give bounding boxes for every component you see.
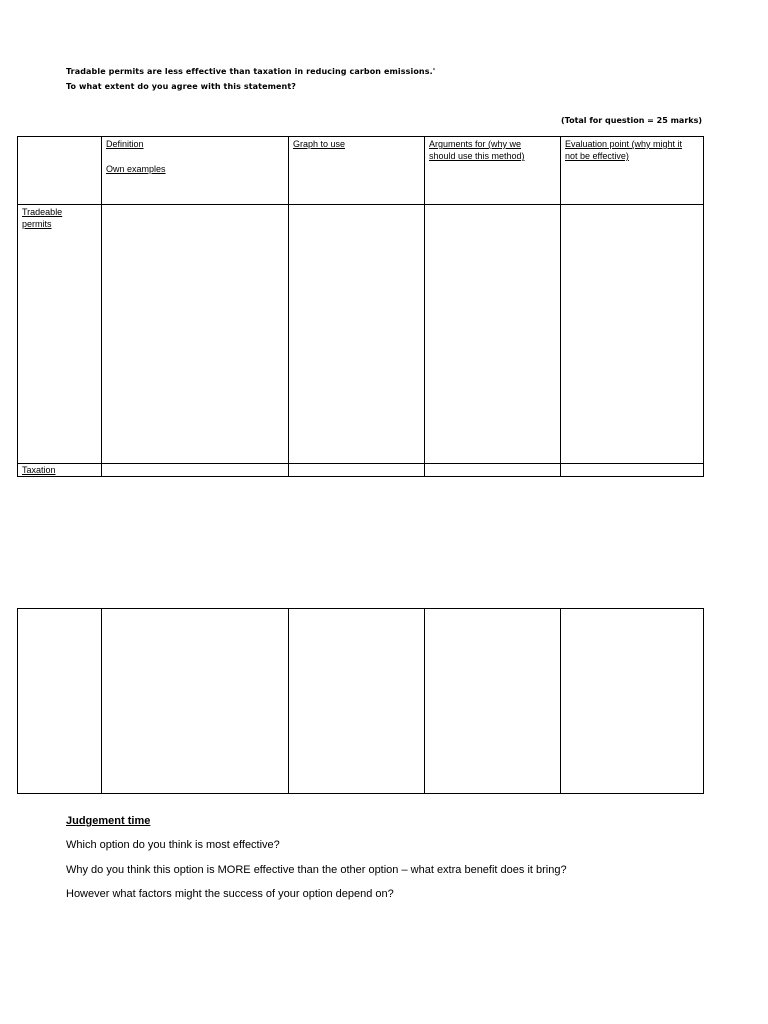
arguments-header-line2: should use this method)	[429, 151, 525, 161]
own-examples-header: Own examples	[106, 164, 166, 174]
header-arguments-cell	[425, 137, 561, 205]
tradeable-permits-row	[18, 205, 704, 464]
header-evaluation-cell	[561, 137, 704, 205]
tradeable-label-cell	[18, 205, 102, 464]
taxation-label-cell	[18, 464, 102, 477]
taxation-arguments-cell[interactable]	[425, 464, 561, 477]
continuation-label-cell	[18, 609, 102, 794]
prompt-statement: Tradable permits are less effective than taxation in reducing carbon emissions.'	[66, 67, 436, 76]
judgement-question-2: Why do you think this option is MORE effective than the other option – what extra benefit does it bring?	[66, 864, 567, 876]
judgement-title: Judgement time	[66, 815, 151, 827]
taxation-evaluation-cell[interactable]	[561, 464, 704, 477]
definition-header: Definition	[106, 139, 144, 149]
comparison-table	[17, 136, 704, 477]
continuation-table	[17, 608, 704, 794]
evaluation-header-line2: not be effective)	[565, 151, 629, 161]
evaluation-header-line1: Evaluation point (why might it	[565, 139, 683, 149]
header-graph-cell	[289, 137, 425, 205]
tradeable-arguments-cell[interactable]	[425, 205, 561, 464]
header-empty-cell	[18, 137, 102, 205]
continuation-evaluation-cell[interactable]	[561, 609, 704, 794]
continuation-arguments-cell[interactable]	[425, 609, 561, 794]
header-row	[18, 137, 704, 205]
taxation-graph-cell[interactable]	[289, 464, 425, 477]
total-marks: (Total for question = 25 marks)	[561, 116, 702, 125]
continuation-definition-cell[interactable]	[102, 609, 289, 794]
continuation-row	[18, 609, 704, 794]
taxation-definition-cell[interactable]	[102, 464, 289, 477]
continuation-graph-cell[interactable]	[289, 609, 425, 794]
tradeable-graph-cell[interactable]	[289, 205, 425, 464]
tradeable-label-line2: permits	[22, 219, 52, 229]
prompt-question: To what extent do you agree with this statement?	[66, 82, 297, 91]
taxation-row	[18, 464, 704, 477]
arguments-header-line1: Arguments for (why we	[429, 139, 522, 149]
taxation-label: Taxation	[22, 465, 56, 475]
judgement-question-1: Which option do you think is most effective?	[66, 839, 280, 851]
graph-header: Graph to use	[293, 139, 346, 149]
tradeable-label-line1: Tradeable	[22, 207, 63, 217]
tradeable-definition-cell[interactable]	[102, 205, 289, 464]
tradeable-evaluation-cell[interactable]	[561, 205, 704, 464]
judgement-question-3: However what factors might the success of your option depend on?	[66, 888, 394, 900]
header-definition-cell	[102, 137, 289, 205]
